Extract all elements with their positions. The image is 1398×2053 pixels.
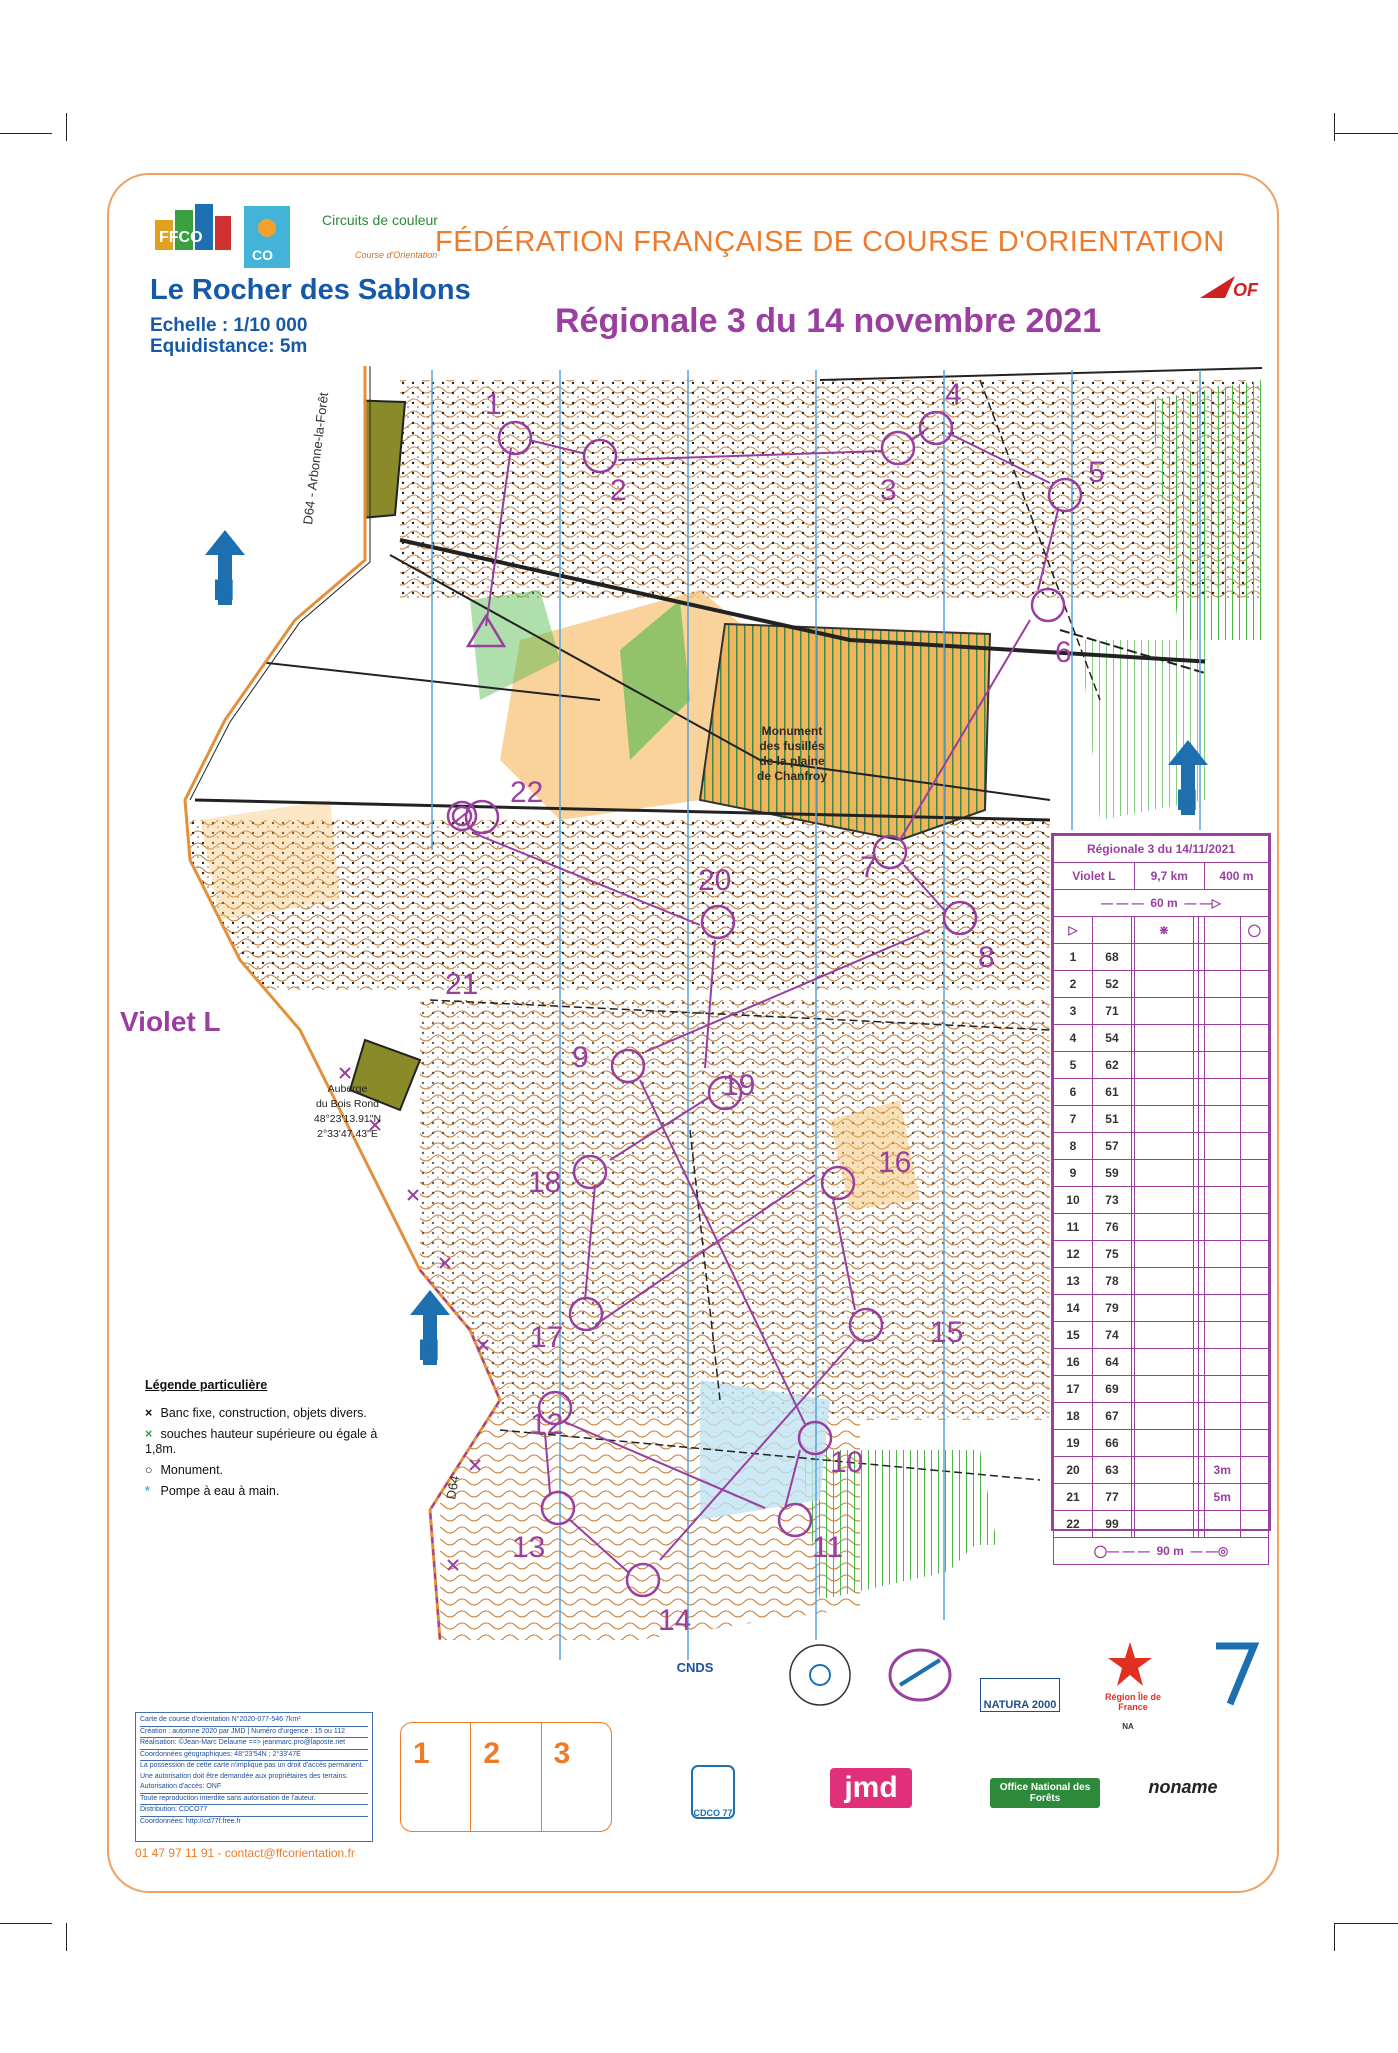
cds-row: 20 63 3m <box>1054 1457 1269 1484</box>
club-logo <box>885 1645 955 1705</box>
cds-class: Violet L <box>1054 863 1135 890</box>
contact-line: 01 47 97 11 91 - contact@ffcorientation.fr <box>135 1846 355 1860</box>
page-box: 3 <box>553 1737 571 1770</box>
svg-text:D64: D64 <box>443 1474 463 1501</box>
cds-row: 13 78 <box>1054 1268 1269 1295</box>
svg-text:N: N <box>1176 784 1198 817</box>
cds-row: 18 67 <box>1054 1403 1269 1430</box>
svg-text:N: N <box>418 1334 440 1367</box>
control-number: 8 <box>978 941 995 974</box>
cds-row: 1 68 <box>1054 944 1269 971</box>
svg-text:N: N <box>213 574 235 607</box>
cnds-logo: CNDS <box>676 1660 714 1675</box>
svg-text:OF: OF <box>1233 280 1258 300</box>
seine-et-marne-logo <box>1210 1640 1260 1710</box>
control-number: 12 <box>530 1408 564 1441</box>
svg-text:CO: CO <box>252 247 273 263</box>
control-number: 10 <box>830 1446 864 1479</box>
cds-row: 12 75 <box>1054 1241 1269 1268</box>
control-number: 18 <box>528 1166 562 1199</box>
cds-row: 9 59 <box>1054 1160 1269 1187</box>
control-number: 15 <box>930 1316 964 1349</box>
cds-finish-distance: 90 m <box>1156 1544 1184 1558</box>
control-number: 9 <box>572 1041 589 1074</box>
cds-row: 7 51 <box>1054 1106 1269 1133</box>
svg-text:FFCO: FFCO <box>159 229 203 246</box>
control-number: 4 <box>945 378 962 411</box>
noname-logo: noname <box>1148 1777 1218 1797</box>
control-number: 17 <box>530 1321 564 1354</box>
control-description-sheet: Régionale 3 du 14/11/2021 Violet L 9,7 km 400 m — — — 60 m — —▷ ▷ ⋇ ◯ 1 68 2 52 3 71 4 54 5 62 6 61 7 51 8 57 9 59 10 73 11 76 12 75 13 78 14 79 15 74 16 64 17 69 18 67 19 66 20 63 3m 21 77 5m 22 99 ◯— — — 90 m — —◎ <box>1051 833 1271 1531</box>
cds-title: Régionale 3 du 14/11/2021 <box>1054 836 1269 863</box>
legend-title: Légende particulière <box>145 1378 268 1392</box>
special-legend <box>145 1378 405 1505</box>
page-boxes <box>400 1722 612 1832</box>
course-name: Violet L <box>120 1006 221 1037</box>
cds-row: 19 66 <box>1054 1430 1269 1457</box>
control-number: 20 <box>698 864 732 897</box>
onf-logo: Office National des Forêts <box>990 1778 1100 1808</box>
cds-row: 10 73 <box>1054 1187 1269 1214</box>
cds-row: 2 52 <box>1054 971 1269 998</box>
map-title: Le Rocher des Sablons <box>150 274 471 306</box>
region-star-icon <box>1105 1640 1155 1690</box>
cds-row: 6 61 <box>1054 1079 1269 1106</box>
jmd-logo: jmd <box>830 1768 912 1808</box>
control-number: 2 <box>610 474 627 507</box>
circuits-sub: Course d'Orientation <box>355 250 438 260</box>
cds-row: 14 79 <box>1054 1295 1269 1322</box>
cds-start-distance: 60 m <box>1150 896 1178 910</box>
cds-climb: 400 m <box>1204 863 1268 890</box>
control-number: 16 <box>878 1146 912 1179</box>
cds-row: 15 74 <box>1054 1322 1269 1349</box>
page-box: 2 <box>471 1723 541 1831</box>
control-number: 1 <box>485 388 502 421</box>
map-info-box: Carte de course d'orientation N°2020-077-546 7km² Création : automne 2020 par JMD | Numéro d'urgence : 15 ou 112 Réalisation: ©Jean-Marc Delaume ==> jeanmarc.pro@laposte.net Coordonnées géographiques: 48°23'54N ; 2°33'47E La possession de cette carte n'implique pas un droit d'accès permanent. Une autorisation doit être demandée aux propriétaires des terrains. Autorisation d'accès: ONF Toute reproduction interdite sans autorisation de l'auteur. Distribution: CDCO77 Coordonnées: http://cd77f.free.fr <box>135 1712 373 1842</box>
federation-name: FÉDÉRATION FRANÇAISE DE COURSE D'ORIENTATION <box>435 226 1225 258</box>
cds-row: 11 76 <box>1054 1214 1269 1241</box>
page-box: 1 <box>401 1723 471 1831</box>
cds-row: 22 99 <box>1054 1511 1269 1538</box>
control-number: 22 <box>510 776 544 809</box>
natura-2000-logo: NATURA 2000 <box>980 1678 1060 1712</box>
cds-row: 8 57 <box>1054 1133 1269 1160</box>
cdco77-label: CDCO 77 <box>693 1808 733 1818</box>
legend-item: × souches hauteur supérieure ou égale à 1,8m. <box>145 1427 378 1456</box>
legend-item: ○ Monument. <box>145 1463 224 1477</box>
auberge-label: Auberge du Bois Rond 48°23'13.91"N 2°33'47.43"E <box>313 1083 382 1140</box>
control-number: 5 <box>1088 456 1105 489</box>
cds-length: 9,7 km <box>1134 863 1204 890</box>
cds-row: 21 77 5m <box>1054 1484 1269 1511</box>
control-number: 7 <box>860 851 877 884</box>
region-label: Région Île de France <box>1104 1692 1161 1712</box>
control-number: 13 <box>512 1531 546 1564</box>
event-title: Régionale 3 du 14 novembre 2021 <box>555 302 1102 340</box>
monument-label: Monument des fusillés de la plaine de Chanfroy <box>756 724 827 783</box>
comite-olympique-logo <box>785 1640 855 1710</box>
na-label: NA <box>1122 1722 1134 1731</box>
control-number: 21 <box>445 968 479 1001</box>
control-number: 11 <box>812 1531 844 1564</box>
cds-row: 5 62 <box>1054 1052 1269 1079</box>
circuits-label: Circuits de couleur <box>322 212 438 228</box>
cds-row: 17 69 <box>1054 1376 1269 1403</box>
legend-item: × Banc fixe, construction, objets divers. <box>145 1406 367 1420</box>
cds-row: 3 71 <box>1054 998 1269 1025</box>
cds-row: 4 54 <box>1054 1025 1269 1052</box>
cds-row: 16 64 <box>1054 1349 1269 1376</box>
control-number: 19 <box>722 1069 756 1102</box>
control-number: 6 <box>1055 636 1072 669</box>
control-number: 3 <box>880 474 897 507</box>
control-number: 14 <box>658 1604 692 1637</box>
legend-item: * Pompe à eau à main. <box>145 1484 280 1498</box>
svg-text:D64 - Arbonne-la-Forêt: D64 - Arbonne-la-Forêt <box>300 391 332 526</box>
scale-text: Echelle : 1/10 000 <box>150 315 308 336</box>
equidistance-text: Equidistance: 5m <box>150 336 308 357</box>
